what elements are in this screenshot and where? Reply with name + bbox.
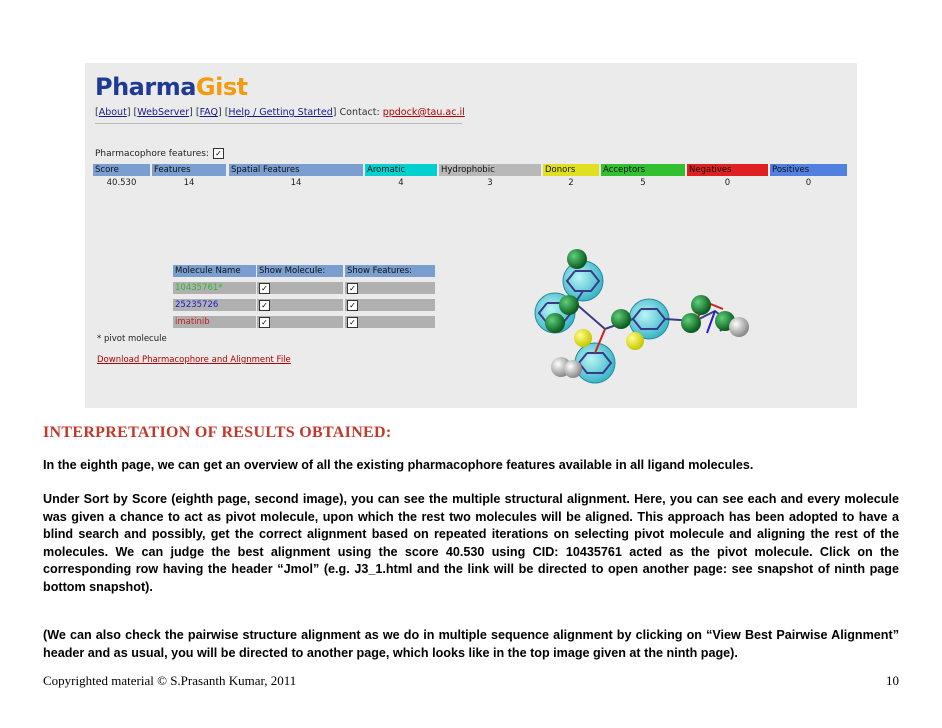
logo-text-gist: Gist <box>195 73 248 101</box>
pharmacophore-features-label: Pharmacophore features: <box>95 149 209 159</box>
col-header-show-molecule: Show Molecule: <box>257 265 343 277</box>
logo-text-pharma: Pharma <box>95 73 196 101</box>
show-features-checkbox-row1[interactable]: ✓ <box>347 283 358 294</box>
show-molecule-checkbox-row3[interactable]: ✓ <box>259 317 270 328</box>
feature-header-positives: Positives <box>770 164 847 176</box>
col-header-molecule-name: Molecule Name <box>173 265 256 277</box>
section-heading: INTERPRETATION OF RESULTS OBTAINED: <box>43 424 392 441</box>
table-row-cell <box>345 282 435 294</box>
feature-value-donors: 2 <box>568 178 574 188</box>
feature-header-acceptors: Acceptors <box>601 164 685 176</box>
pharmagist-logo <box>95 73 248 101</box>
paragraph-1: In the eighth page, we can get an overview of all the existing pharmacophore features available in all ligand molecules. <box>43 458 754 472</box>
nav-webserver-link[interactable]: WebServer <box>137 107 190 118</box>
nav-divider <box>95 123 462 124</box>
paragraph-3: (We can also check the pairwise structure alignment as we do in multiple sequence alignment by clicking on “View Best Pairwise Alignment” header and as usual, you will be directed to another page, which looks like in the top image given at the ninth page). <box>43 628 899 660</box>
feature-value-score: 40.530 <box>106 178 137 188</box>
feature-header-negatives: Negatives <box>687 164 768 176</box>
show-features-checkbox-row2[interactable]: ✓ <box>347 300 358 311</box>
col-header-show-features: Show Features: <box>345 265 435 277</box>
feature-header-donors: Donors <box>543 164 599 176</box>
paragraph-2: Under Sort by Score (eighth page, second image), you can see the multiple structural alignment. Here, you can see each and every molecule was given a chance to act as pivot molecule, upon which the rest two molecules will be aligned. This approach has been adopted to have a blind search and possibly, get the correct alignment based on repeated iterations on selecting pivot molecule and aligning the rest of the molecules. We can judge the best alignment using the score 40.530 using CID: 10435761 acted as the pivot molecule. Click on the corresponding row having the header “Jmol” (e.g. J3_1.html and the link will be directed to open another page: see snapshot of ninth page bottom snapshot). <box>43 492 899 594</box>
feature-header-hydrophobic: Hydrophobic <box>439 164 541 176</box>
feature-value-spatial-features: 14 <box>290 178 302 188</box>
feature-header-score: Score <box>93 164 150 176</box>
feature-header-aromatic: Aromatic <box>365 164 437 176</box>
molecule-3d-view[interactable] <box>525 241 825 401</box>
feature-value-features: 14 <box>183 178 195 188</box>
show-molecule-checkbox-row1[interactable]: ✓ <box>259 283 270 294</box>
pharmacophore-features-checkbox[interactable]: ✓ <box>213 148 224 159</box>
pharmagist-screenshot <box>85 63 857 408</box>
feature-value-negatives: 0 <box>724 178 731 188</box>
molecule-name-row1: 10435761* <box>173 282 256 294</box>
feature-value-hydrophobic: 3 <box>487 178 493 188</box>
donor-spheres <box>574 329 644 350</box>
feature-value-aromatic: 4 <box>398 178 404 188</box>
nav-faq-link[interactable]: FAQ <box>199 107 218 118</box>
molecule-name-row3: imatinib <box>173 316 256 328</box>
copyright-footer: Copyrighted material © S.Prasanth Kumar, 2011 <box>43 673 297 688</box>
feature-header-features: Features <box>152 164 226 176</box>
table-row-cell <box>345 299 435 311</box>
table-row-cell <box>345 316 435 328</box>
show-molecule-checkbox-row2[interactable]: ✓ <box>259 300 270 311</box>
pivot-molecule-note: * pivot molecule <box>97 334 167 344</box>
feature-value-acceptors: 5 <box>640 178 646 188</box>
contact-email-link[interactable]: ppdock@tau.ac.il <box>382 107 465 118</box>
feature-value-positives: 0 <box>805 178 812 188</box>
page-number: 10 <box>886 673 899 688</box>
show-features-checkbox-row3[interactable]: ✓ <box>347 317 358 328</box>
nav-about-link[interactable]: About <box>98 107 127 118</box>
contact-label: Contact: <box>339 107 380 118</box>
molecule-name-row2: 25235726 <box>173 299 256 311</box>
download-alignment-link[interactable]: Download Pharmacophore and Alignment File <box>97 355 291 365</box>
feature-header-spatial-features: Spatial Features <box>229 164 363 176</box>
nav-help-link[interactable]: Help / Getting Started <box>228 107 333 118</box>
top-nav: [About] [WebServer] [FAQ] [Help / Getting Started] Contact: ppdock@tau.ac.il <box>95 107 465 118</box>
